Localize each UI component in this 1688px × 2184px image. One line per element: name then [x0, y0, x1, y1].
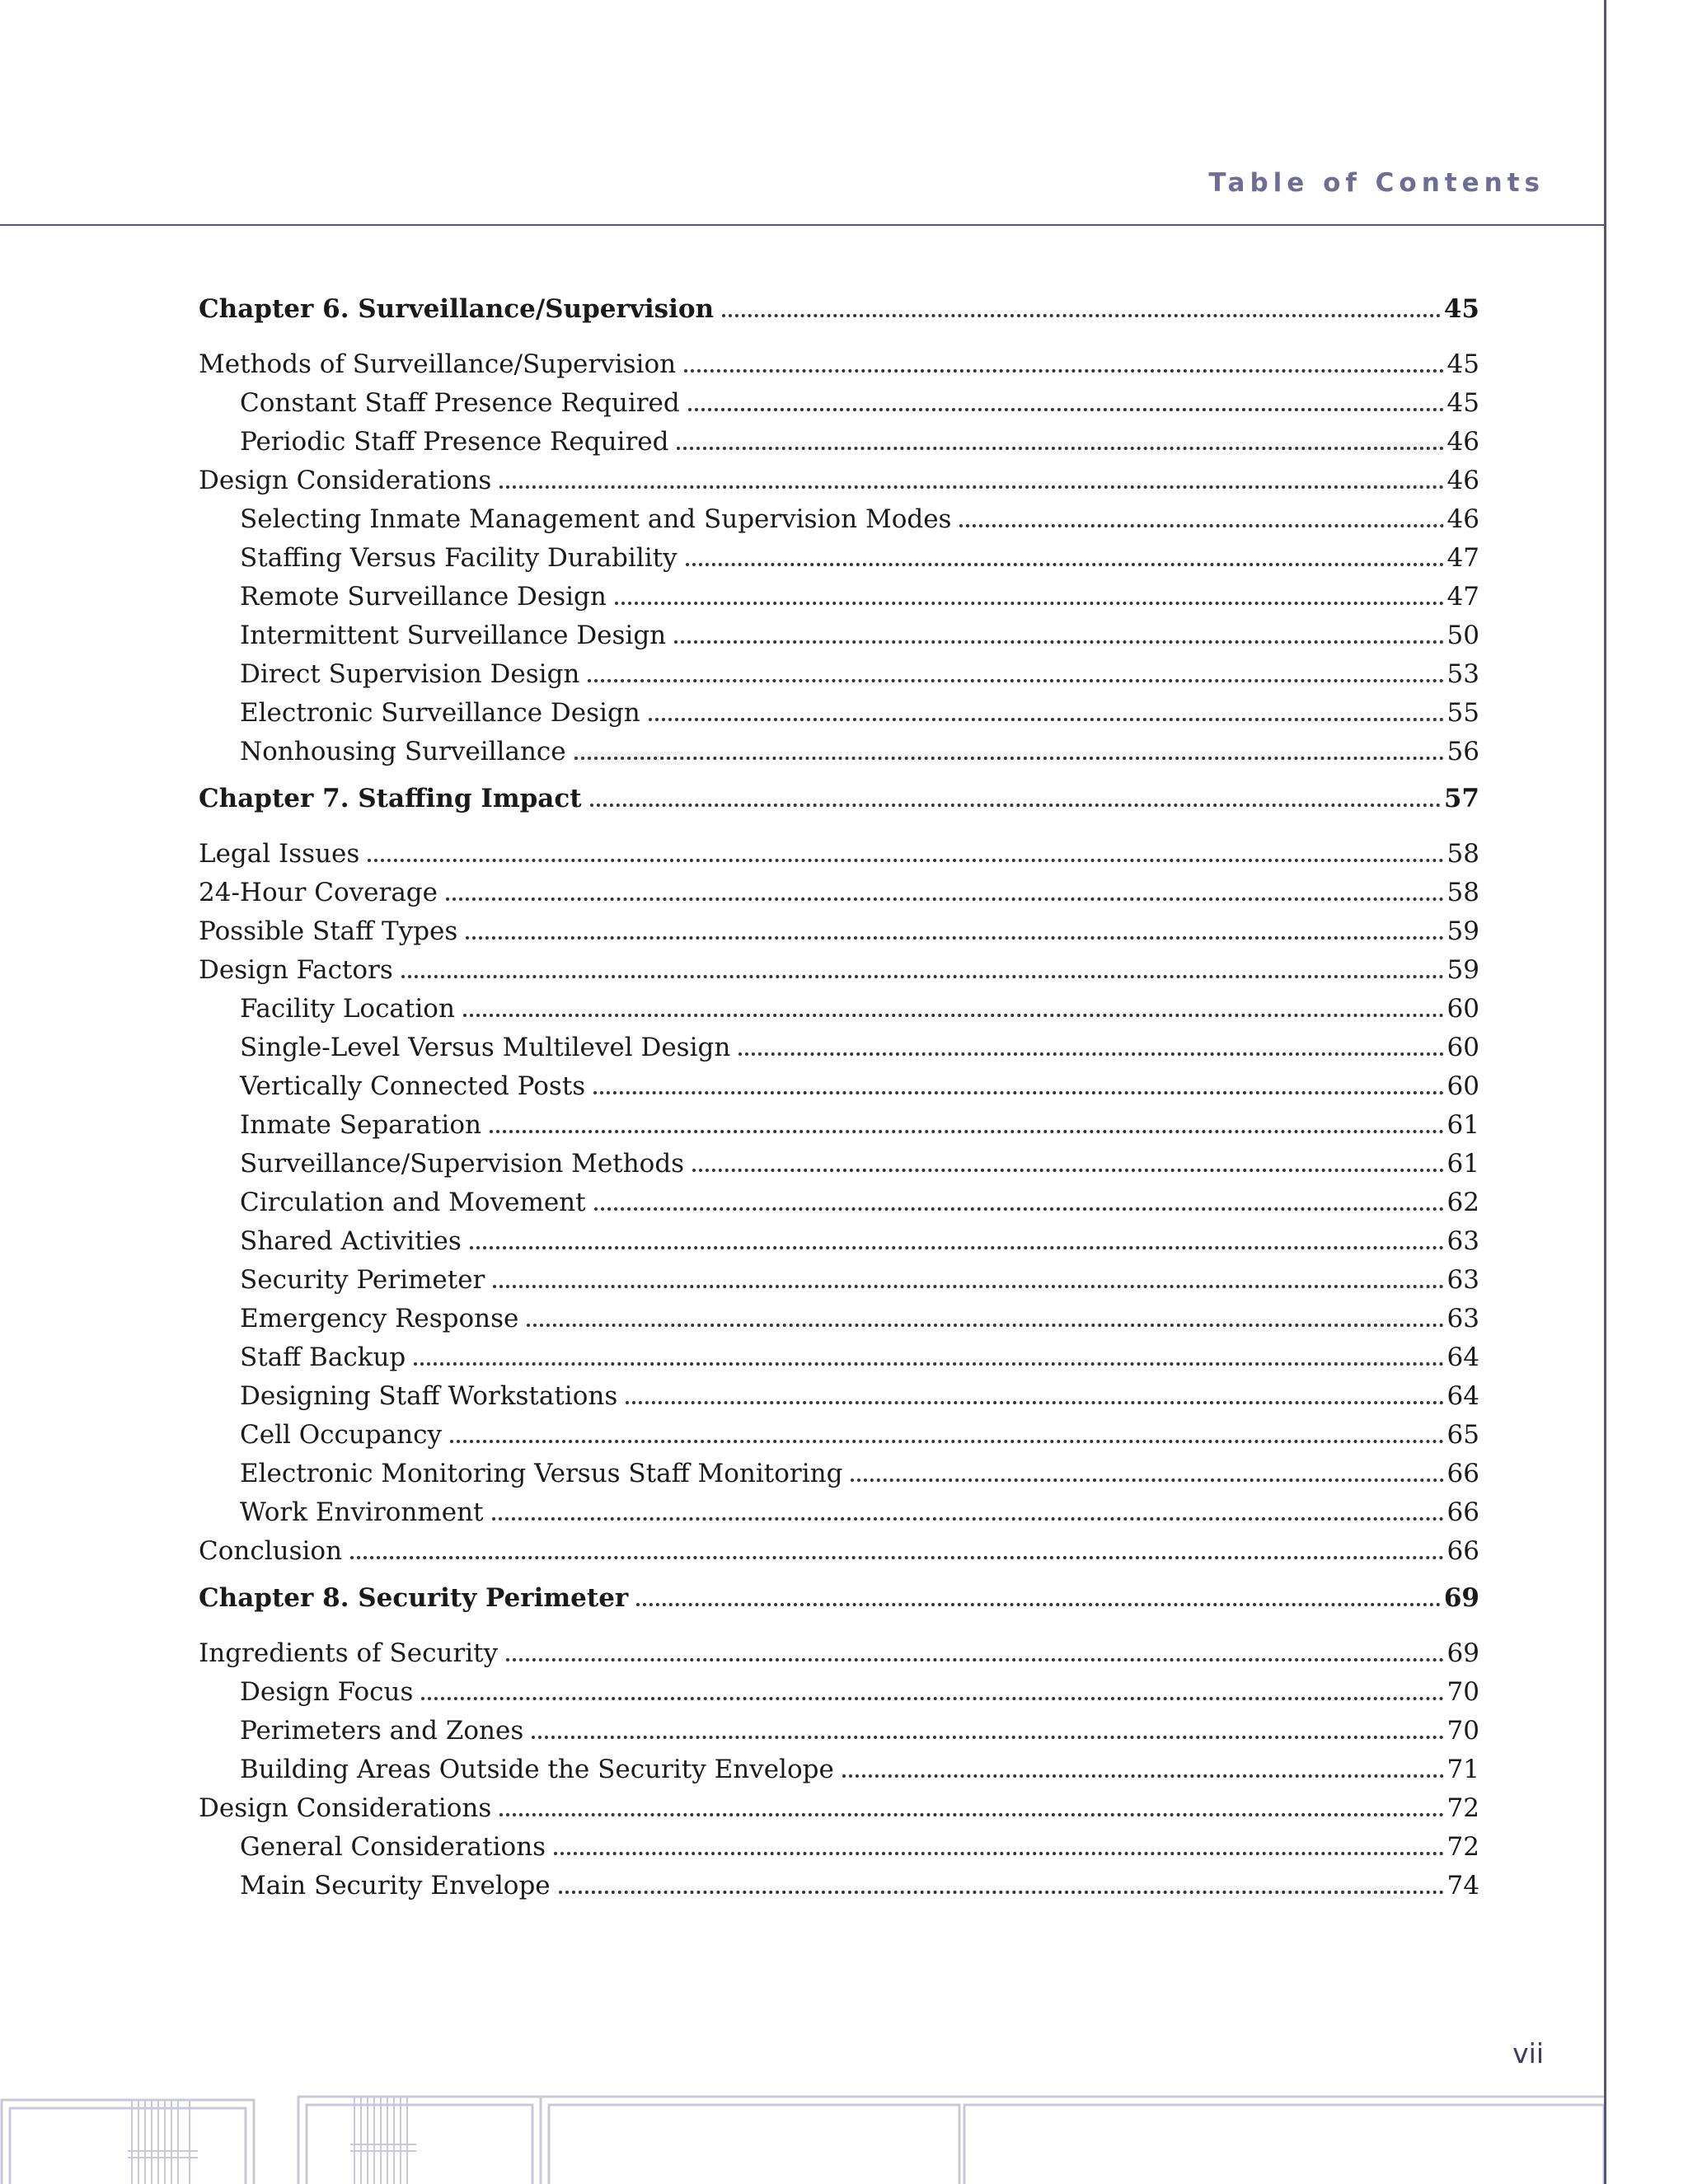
toc-entry-label: Security Perimeter: [240, 1265, 485, 1295]
footer-panel: [964, 2105, 1604, 2184]
toc-entry[interactable]: [199, 912, 1479, 951]
toc-entry[interactable]: [199, 1712, 1479, 1750]
toc-entry-page: 70: [1447, 1716, 1479, 1746]
dot-leader: [692, 1169, 1443, 1172]
toc-entry[interactable]: [199, 655, 1479, 694]
toc-entry-label: Electronic Monitoring Versus Staff Monitoring: [240, 1459, 843, 1488]
toc-entry-page: 72: [1447, 1793, 1479, 1823]
dot-leader: [842, 1774, 1444, 1778]
toc-entry-page: 69: [1447, 1638, 1479, 1668]
toc-entry-page: 63: [1447, 1265, 1479, 1295]
toc-entry-label: Intermittent Surveillance Design: [240, 621, 667, 650]
page-number: vii: [1512, 2037, 1544, 2069]
toc-entry-page: 64: [1447, 1381, 1479, 1411]
toc-entry[interactable]: [199, 1532, 1479, 1571]
toc-entry-page: 60: [1447, 1071, 1479, 1101]
dot-leader: [594, 1207, 1444, 1211]
footer-panel: [298, 2097, 541, 2184]
footer-panel: [307, 2105, 532, 2184]
dot-leader: [649, 718, 1444, 721]
toc-entry-page: 50: [1447, 621, 1479, 650]
toc-entry-label: Design Considerations: [199, 1793, 492, 1823]
dot-leader: [499, 485, 1443, 489]
table-of-contents: [199, 290, 1479, 1905]
running-header: Table of Contents: [1208, 168, 1545, 198]
dot-leader: [463, 1014, 1444, 1017]
toc-entry-label: Conclusion: [199, 1536, 343, 1566]
toc-entry[interactable]: [199, 990, 1479, 1029]
toc-entry-label: Periodic Staff Presence Required: [240, 427, 669, 457]
header-rule: [0, 224, 1606, 226]
toc-entry-label: Surveillance/Supervision Methods: [240, 1149, 685, 1179]
toc-entry[interactable]: [199, 733, 1479, 771]
toc-entry-page: 63: [1447, 1226, 1479, 1256]
toc-entry-label: Emergency Response: [240, 1304, 519, 1333]
toc-entry-label: Circulation and Movement: [240, 1188, 586, 1217]
dot-leader: [738, 1052, 1443, 1056]
dot-leader: [677, 447, 1443, 450]
toc-entry-page: 65: [1447, 1420, 1479, 1450]
toc-entry-label: Staffing Versus Facility Durability: [240, 543, 678, 573]
dot-leader: [368, 859, 1443, 862]
toc-entry-page: 66: [1447, 1497, 1479, 1527]
dot-leader: [499, 1813, 1443, 1816]
toc-entry-page: 66: [1447, 1536, 1479, 1566]
dot-leader: [722, 314, 1441, 317]
toc-entry-label: Selecting Inmate Management and Supervision Modes: [240, 504, 952, 534]
toc-entry[interactable]: [199, 874, 1479, 912]
toc-entry[interactable]: [199, 835, 1479, 874]
toc-entry-page: 61: [1447, 1149, 1479, 1179]
toc-entry[interactable]: [199, 1067, 1479, 1106]
toc-entry-label: Chapter 8. Security Perimeter: [199, 1583, 629, 1613]
toc-entry-page: 45: [1447, 388, 1479, 418]
toc-entry[interactable]: [199, 1673, 1479, 1712]
footer-panel: [549, 2105, 959, 2184]
toc-entry-label: Designing Staff Workstations: [240, 1381, 618, 1411]
dot-leader: [959, 524, 1443, 527]
toc-entry-label: Building Areas Outside the Security Envelope: [240, 1755, 834, 1784]
toc-entry[interactable]: [199, 1455, 1479, 1493]
toc-entry-label: Facility Location: [240, 994, 455, 1024]
toc-entry[interactable]: [199, 1338, 1479, 1377]
toc-entry[interactable]: [199, 1029, 1479, 1067]
footer-panel: [10, 2108, 246, 2184]
toc-entry[interactable]: [199, 1261, 1479, 1300]
toc-entry[interactable]: [199, 1377, 1479, 1416]
right-margin-rule: [1604, 0, 1606, 2184]
toc-entry-page: 55: [1447, 698, 1479, 728]
dot-leader: [554, 1852, 1443, 1855]
dot-leader: [466, 936, 1443, 940]
dot-leader: [401, 975, 1444, 978]
toc-entry[interactable]: [199, 951, 1479, 990]
dot-leader: [490, 1130, 1444, 1133]
toc-entry[interactable]: [199, 423, 1479, 462]
toc-entry[interactable]: [199, 1145, 1479, 1183]
toc-entry-label: Methods of Surveillance/Supervision: [199, 349, 677, 379]
dot-leader: [574, 757, 1444, 760]
toc-entry-label: Possible Staff Types: [199, 916, 458, 946]
dot-leader: [450, 1440, 1444, 1443]
dot-leader: [493, 1285, 1443, 1288]
toc-entry-page: 46: [1447, 427, 1479, 457]
toc-entry-label: Electronic Surveillance Design: [240, 698, 640, 728]
toc-entry-page: 56: [1447, 737, 1479, 766]
dot-leader: [492, 1517, 1444, 1521]
toc-entry-page: 72: [1447, 1832, 1479, 1862]
toc-entry-label: Direct Supervision Design: [240, 659, 580, 689]
dot-leader: [615, 602, 1444, 605]
toc-entry[interactable]: [199, 345, 1479, 384]
toc-entry[interactable]: [199, 1416, 1479, 1455]
toc-entry[interactable]: [199, 462, 1479, 500]
toc-entry-page: 69: [1443, 1583, 1479, 1613]
toc-entry[interactable]: [199, 1789, 1479, 1828]
toc-entry-label: Chapter 7. Staffing Impact: [199, 784, 582, 813]
dot-leader: [470, 1246, 1444, 1249]
dot-leader: [851, 1479, 1443, 1482]
toc-entry-label: Shared Activities: [240, 1226, 462, 1256]
toc-entry-label: Cell Occupancy: [240, 1420, 443, 1450]
toc-entry-page: 45: [1447, 349, 1479, 379]
dot-leader: [674, 640, 1443, 644]
toc-entry-page: 59: [1447, 955, 1479, 985]
toc-entry-page: 53: [1447, 659, 1479, 689]
toc-entry-label: Constant Staff Presence Required: [240, 388, 680, 418]
dot-leader: [590, 804, 1441, 807]
toc-entry-label: Design Factors: [199, 955, 393, 985]
toc-entry-page: 46: [1447, 466, 1479, 495]
dot-leader: [414, 1362, 1443, 1366]
toc-entry-page: 57: [1443, 784, 1479, 813]
dot-leader: [350, 1556, 1444, 1559]
toc-chapter-entry[interactable]: [199, 1579, 1479, 1618]
toc-entry-page: 59: [1447, 916, 1479, 946]
footer-decoration: [0, 2093, 1604, 2184]
toc-entry[interactable]: [199, 578, 1479, 616]
toc-entry-page: 64: [1447, 1343, 1479, 1372]
toc-entry[interactable]: [199, 1828, 1479, 1867]
toc-entry[interactable]: [199, 694, 1479, 733]
dot-leader: [593, 1091, 1443, 1094]
dot-leader: [626, 1401, 1443, 1404]
dot-leader: [684, 369, 1443, 373]
toc-entry-page: 58: [1447, 878, 1479, 907]
toc-entry-label: Perimeters and Zones: [240, 1716, 524, 1746]
toc-entry[interactable]: [199, 1183, 1479, 1222]
toc-entry-page: 46: [1447, 504, 1479, 534]
toc-entry[interactable]: [199, 539, 1479, 578]
toc-chapter-entry[interactable]: [199, 290, 1479, 329]
toc-entry-page: 62: [1447, 1188, 1479, 1217]
toc-entry[interactable]: [199, 500, 1479, 539]
toc-entry-label: Remote Surveillance Design: [240, 582, 607, 612]
dot-leader: [588, 679, 1443, 682]
toc-entry-page: 70: [1447, 1677, 1479, 1707]
toc-entry-page: 61: [1447, 1110, 1479, 1140]
toc-entry-page: 47: [1447, 582, 1479, 612]
toc-entry-page: 74: [1447, 1871, 1479, 1900]
toc-entry-label: 24-Hour Coverage: [199, 878, 438, 907]
toc-entry-label: Ingredients of Security: [199, 1638, 499, 1668]
toc-entry-label: Legal Issues: [199, 839, 360, 869]
toc-entry-label: Nonhousing Surveillance: [240, 737, 566, 766]
toc-entry[interactable]: [199, 1106, 1479, 1145]
toc-entry-page: 58: [1447, 839, 1479, 869]
toc-entry[interactable]: [199, 1634, 1479, 1673]
toc-entry-page: 60: [1447, 994, 1479, 1024]
dot-leader: [421, 1697, 1443, 1700]
toc-entry[interactable]: [199, 1867, 1479, 1905]
toc-entry[interactable]: [199, 1493, 1479, 1532]
toc-entry-page: 47: [1447, 543, 1479, 573]
toc-entry[interactable]: [199, 1222, 1479, 1261]
dot-leader: [559, 1891, 1444, 1894]
toc-entry-label: Main Security Envelope: [240, 1871, 551, 1900]
footer-panel: [2, 2100, 254, 2184]
toc-entry-page: 66: [1447, 1459, 1479, 1488]
toc-entry-label: Vertically Connected Posts: [240, 1071, 586, 1101]
toc-entry[interactable]: [199, 1300, 1479, 1338]
toc-entry-label: Design Considerations: [199, 466, 492, 495]
toc-entry-label: Chapter 6. Surveillance/Supervision: [199, 294, 715, 324]
dot-leader: [506, 1658, 1443, 1661]
dot-leader: [686, 563, 1444, 566]
toc-entry[interactable]: [199, 1750, 1479, 1789]
dot-leader: [688, 408, 1444, 411]
dot-leader: [636, 1603, 1441, 1606]
toc-entry[interactable]: [199, 384, 1479, 423]
dot-leader: [446, 898, 1444, 901]
toc-entry-label: Design Focus: [240, 1677, 414, 1707]
toc-entry-label: Inmate Separation: [240, 1110, 481, 1140]
toc-entry-page: 71: [1447, 1755, 1479, 1784]
toc-entry[interactable]: [199, 616, 1479, 655]
toc-entry-label: Staff Backup: [240, 1343, 406, 1372]
dot-leader: [532, 1736, 1443, 1739]
toc-entry-label: Work Environment: [240, 1497, 484, 1527]
toc-entry-page: 45: [1443, 294, 1479, 324]
toc-entry-label: Single-Level Versus Multilevel Design: [240, 1033, 731, 1062]
dot-leader: [527, 1324, 1443, 1327]
toc-entry-page: 63: [1447, 1304, 1479, 1333]
toc-chapter-entry[interactable]: [199, 780, 1479, 818]
toc-entry-label: General Considerations: [240, 1832, 546, 1862]
toc-entry-page: 60: [1447, 1033, 1479, 1062]
